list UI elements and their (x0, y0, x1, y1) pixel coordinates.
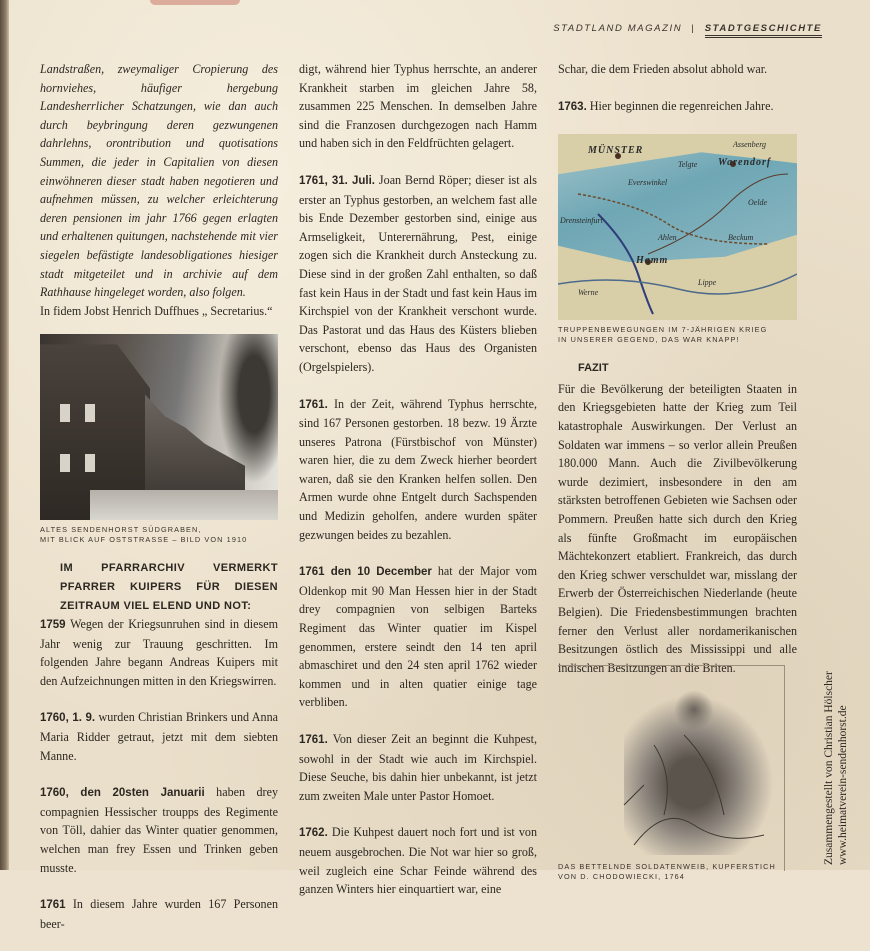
fazit-heading: FAZIT (578, 362, 609, 375)
header-separator: | (691, 23, 696, 34)
author-credit-website: www.heimatverein-sendenhorst.de (837, 705, 849, 865)
magazine-name: STADTLAND (553, 23, 624, 34)
map-label-ahlen: Ahlen (658, 233, 677, 243)
top-decoration (150, 0, 240, 5)
engraving-caption: DAS BETTELNDE SOLDATENWEIB, KUPFERSTICH VON D. CHODOWIECKI, 1764 (558, 862, 776, 882)
map-label-oelde: Oelde (748, 198, 768, 208)
entry-1759: 1759 Wegen der Kriegsunruhen sind in diesem Jahr wenig zur Trauung geschritten. Im folgenden Jahre begann Andreas Kuipers mit den Aufzeichnungen mitten in den Kriegswirren. (40, 617, 278, 688)
entry-1763: 1763. Hier beginnen die regenreichen Jahre. (558, 98, 774, 113)
map-label-warendorf: Warendorf (718, 157, 772, 169)
map-label-lippe: Lippe (698, 278, 717, 288)
author-credit-name: Zusammengestellt von Christian Hölscher (823, 671, 835, 865)
entry-1761-juli: 1761, 31. Juli. Joan Bernd Röper; dieser ist als erster an Typhus gestorben, an welchem fast alle bis Ende Dezember gestorben sind, einige aus Armseligkeit, Unterernährung, Pest, einige zogen sich die Krankheit durch Ansteckung zu. Diese sind in der großen Zahl enthalten, so daß fast kein Haus in der Stadt und fast kein Haus im Kirchspiel von der Krankheit verschont wurde. Das Pastorat und das Haus des Küsters blieben verschont, ebenso das Haus des Organisten (Orgelspielers). (299, 172, 537, 374)
archive-quote-text: Landstraßen, zweymaliger Cropierung des hornviehes, häufiger hergebung Landesherrlicher Schatzungen, wie dan auch durch beybringung deren gezwungenen dahrlehns, orontribution und quotisations Summen, die jeder in Capitalien von diesen einwöhneren dieser stadt haben negotieren und aufnehmen müssen, zu welcher erleichterung deren pensionen im jahr 1766 gegen erlagten und erhaltenen quitungen, nachstehende mit vier siegelen befästigte landesobligationes hiesiger stadt mitgeteilet und in archivie auf dem Rathhause hingeleget worden, also folgen. (40, 62, 278, 300)
column-2-intro: digt, während hier Typhus herrschte, an anderer Krankheit starben im gleichen Jahre 58, zusammen 225 Menschen. In demselben Jahre sind die Franzosen durchgezogen nach Hamm und haben sich in den Feldfrüchten gelagert. (299, 62, 537, 151)
magazine-label: MAGAZIN (627, 23, 683, 34)
entry-1762: 1762. Die Kuhpest dauert noch fort und ist von neuem ausgebrochen. Die Not war hier so groß, weil zugleich eine Schar Feinde während des ganzen Winters hier einquartiert war, eine (299, 825, 537, 897)
map-label-drensteinfurt: Drensteinfurt (560, 216, 603, 226)
column-3-intro: Schar, die dem Frieden absolut abhold war. (558, 62, 768, 76)
photo-caption: ALTES SENDENHORST SÜDGRABEN, MIT BLICK AUF OSTSTRASSE – BILD VON 1910 (40, 525, 248, 545)
historic-map (558, 134, 797, 320)
engraving-frame (558, 665, 785, 871)
photo-street (90, 490, 278, 520)
map-label-assenberg: Assenberg (733, 140, 767, 150)
archive-subheading: IM PFARRARCHIV VERMERKT PFARRER KUIPERS FÜR DIESEN ZEITRAUM VIEL ELEND UND NOT: (60, 562, 278, 612)
entry-1760-sept: 1760, 1. 9. wurden Christian Brinkers und Anna Maria Ridder getraut, jetzt mit dem siebten Manne. (40, 710, 278, 763)
map-label-telgte: Telgte (678, 160, 698, 170)
map-label-werne: Werne (578, 288, 599, 298)
photo-tree (218, 334, 278, 484)
page-binding-edge (0, 0, 9, 870)
entry-1761-typhus: 1761. In der Zeit, während Typhus herrschte, sind 167 Personen gestorben. 18 bezw. 19 Ärzte unseres Patrona (Fürstbischof von Münster) waren hier, die zu dem Zweck hierher beordert waren, daß sie den Kranken helfen sollen. Den Armen wurde ohne Entgelt durch Sachspenden und Medizin geholfen, andere wurden später gezwungen beides zu bezahlen. (299, 396, 537, 542)
map-caption: TRUPPENBEWEGUNGEN IM 7-JÄHRIGEN KRIEG IN UNSERER GEGEND, DAS WAR KNAPP! (558, 325, 768, 345)
map-label-everswinkel: Everswinkel (628, 178, 668, 188)
column-1 (40, 60, 278, 951)
entry-1761-december: 1761 den 10 December hat der Major vom Oldenkop mit 90 Man Hessen hier in der Stadt drey compagnien von selbigen Barteks Regiment das Winter quatier im Kispel genommen, erstere seindt den 14 ten april abmaschiret und den 24 sten april 1762 wieder kommen und in alten quatier einige tage verbliben. (299, 564, 537, 710)
archive-signature: In fidem Jobst Henrich Duffhues „ Secretarius.“ (40, 303, 273, 318)
entry-1761-kuhpest: 1761. Von dieser Zeit an beginnt die Kuhpest, sowohl in der Stadt wie auch im Kirchspiel. Diese Seuche, bis dahin hier unbekannt, ist jetzt zum zweiten Male unter Pastor Homoet. (299, 732, 537, 803)
map-label-muenster: MÜNSTER (588, 145, 644, 157)
map-label-hamm: Hamm (636, 255, 669, 267)
section-title: STADTGESCHICHTE (705, 23, 822, 38)
fazit-text: Für die Bevölkerung der beteiligten Staaten in den Kriegsgebieten hatte der Krieg zum Teil katastrophale Auswirkungen. Der Verlust an Soldaten war immens – so verlor allein Preußen 180.000 Mann. Auch die Zivilbevölkerung wurde dezimiert, insbesondere in den am stärksten betroffenen Gebieten wie Sachsen oder Pommern. Preußen hatte sich durch den Krieg als fünfte Großmacht im europäischen Mächtekonzert etabliert. Frankreich, das durch den Krieg schwer verschuldet war, misslang der Erwerb der Österreichischen Niederlande (heute Belgien). Die Friedensbestimmungen brachten ferner den Verlust aller nordamerikanischen Besitzungen östlich des Mississippi und alle indischen Besitzungen an die Briten. (558, 381, 797, 675)
author-credit (822, 671, 850, 865)
entry-1760-jan: 1760, den 20sten Januarii haben drey compagnien Hessischer troupps des Regimente von Töll, dahier das Winter quatier genommen, welchen man frey Essen und Trinken geben musste. (40, 785, 278, 875)
entry-1761: 1761 In diesem Jahre wurden 167 Personen beer- (40, 897, 278, 931)
map-label-beckum: Beckum (728, 233, 754, 243)
magazine-header (553, 23, 822, 38)
archive-quote (40, 60, 278, 302)
historic-street-photo (40, 334, 278, 520)
column-2 (299, 60, 537, 917)
